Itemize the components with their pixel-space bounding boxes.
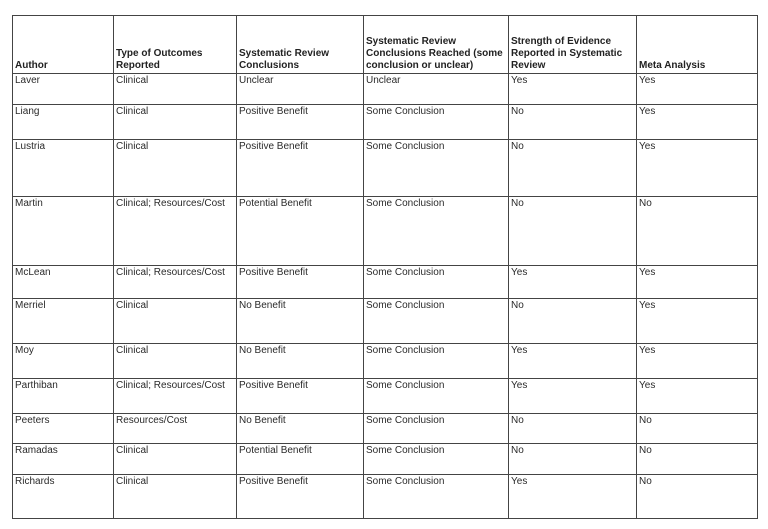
cell-outcome-type: Clinical; Resources/Cost xyxy=(114,197,237,266)
cell-author: Parthiban xyxy=(13,379,114,414)
cell-review-conclusion: Potential Benefit xyxy=(237,197,364,266)
cell-outcome-type: Resources/Cost xyxy=(114,414,237,444)
table-row xyxy=(13,444,758,475)
cell-meta-analysis: No xyxy=(637,197,758,266)
cell-review-conclusion: Unclear xyxy=(237,74,364,105)
header-outcome-type: Type of Outcomes Reported xyxy=(114,16,237,74)
cell-conclusion-reached: Some Conclusion xyxy=(364,266,509,299)
cell-conclusion-reached: Some Conclusion xyxy=(364,414,509,444)
table-row xyxy=(13,475,758,519)
cell-review-conclusion: No Benefit xyxy=(237,414,364,444)
cell-strength-of-evidence: Yes xyxy=(509,475,637,519)
cell-meta-analysis: Yes xyxy=(637,299,758,344)
cell-meta-analysis: Yes xyxy=(637,344,758,379)
cell-meta-analysis: Yes xyxy=(637,105,758,140)
cell-meta-analysis: No xyxy=(637,414,758,444)
cell-review-conclusion: No Benefit xyxy=(237,344,364,379)
cell-author: Peeters xyxy=(13,414,114,444)
cell-conclusion-reached: Unclear xyxy=(364,74,509,105)
cell-strength-of-evidence: Yes xyxy=(509,344,637,379)
cell-outcome-type: Clinical xyxy=(114,444,237,475)
cell-outcome-type: Clinical xyxy=(114,344,237,379)
cell-author: Martin xyxy=(13,197,114,266)
cell-strength-of-evidence: No xyxy=(509,140,637,197)
cell-outcome-type: Clinical xyxy=(114,74,237,105)
table-row xyxy=(13,266,758,299)
cell-author: Merriel xyxy=(13,299,114,344)
cell-strength-of-evidence: Yes xyxy=(509,266,637,299)
cell-meta-analysis: Yes xyxy=(637,140,758,197)
cell-author: Lustria xyxy=(13,140,114,197)
cell-author: Richards xyxy=(13,475,114,519)
cell-meta-analysis: No xyxy=(637,444,758,475)
cell-author: Liang xyxy=(13,105,114,140)
cell-meta-analysis: No xyxy=(637,475,758,519)
cell-author: Ramadas xyxy=(13,444,114,475)
cell-review-conclusion: No Benefit xyxy=(237,299,364,344)
cell-strength-of-evidence: Yes xyxy=(509,74,637,105)
cell-outcome-type: Clinical; Resources/Cost xyxy=(114,379,237,414)
table-row xyxy=(13,379,758,414)
cell-meta-analysis: Yes xyxy=(637,266,758,299)
header-review-conclusions: Systematic Review Conclusions xyxy=(237,16,364,74)
cell-outcome-type: Clinical xyxy=(114,105,237,140)
cell-meta-analysis: Yes xyxy=(637,74,758,105)
table-row xyxy=(13,74,758,105)
cell-meta-analysis: Yes xyxy=(637,379,758,414)
cell-review-conclusion: Positive Benefit xyxy=(237,475,364,519)
cell-review-conclusion: Potential Benefit xyxy=(237,444,364,475)
table-row xyxy=(13,414,758,444)
cell-outcome-type: Clinical; Resources/Cost xyxy=(114,266,237,299)
header-conclusions-reached: Systematic Review Conclusions Reached (some conclusion or unclear) xyxy=(364,16,509,74)
table-row xyxy=(13,105,758,140)
cell-strength-of-evidence: No xyxy=(509,105,637,140)
cell-strength-of-evidence: No xyxy=(509,414,637,444)
cell-conclusion-reached: Some Conclusion xyxy=(364,379,509,414)
table-row xyxy=(13,299,758,344)
table-row xyxy=(13,140,758,197)
cell-strength-of-evidence: No xyxy=(509,299,637,344)
header-author: Author xyxy=(13,16,114,74)
cell-strength-of-evidence: No xyxy=(509,197,637,266)
cell-outcome-type: Clinical xyxy=(114,475,237,519)
cell-strength-of-evidence: No xyxy=(509,444,637,475)
cell-conclusion-reached: Some Conclusion xyxy=(364,299,509,344)
cell-conclusion-reached: Some Conclusion xyxy=(364,105,509,140)
cell-conclusion-reached: Some Conclusion xyxy=(364,444,509,475)
cell-review-conclusion: Positive Benefit xyxy=(237,140,364,197)
cell-conclusion-reached: Some Conclusion xyxy=(364,475,509,519)
cell-review-conclusion: Positive Benefit xyxy=(237,379,364,414)
header-meta-analysis: Meta Analysis xyxy=(637,16,758,74)
cell-author: Moy xyxy=(13,344,114,379)
systematic-review-table xyxy=(12,15,758,519)
cell-conclusion-reached: Some Conclusion xyxy=(364,140,509,197)
header-strength-of-evidence: Strength of Evidence Reported in Systematic Review xyxy=(509,16,637,74)
cell-conclusion-reached: Some Conclusion xyxy=(364,197,509,266)
cell-strength-of-evidence: Yes xyxy=(509,379,637,414)
cell-review-conclusion: Positive Benefit xyxy=(237,266,364,299)
cell-outcome-type: Clinical xyxy=(114,299,237,344)
cell-conclusion-reached: Some Conclusion xyxy=(364,344,509,379)
cell-review-conclusion: Positive Benefit xyxy=(237,105,364,140)
cell-author: Laver xyxy=(13,74,114,105)
cell-outcome-type: Clinical xyxy=(114,140,237,197)
table-row xyxy=(13,344,758,379)
header-row xyxy=(13,16,758,74)
table-row xyxy=(13,197,758,266)
cell-author: McLean xyxy=(13,266,114,299)
